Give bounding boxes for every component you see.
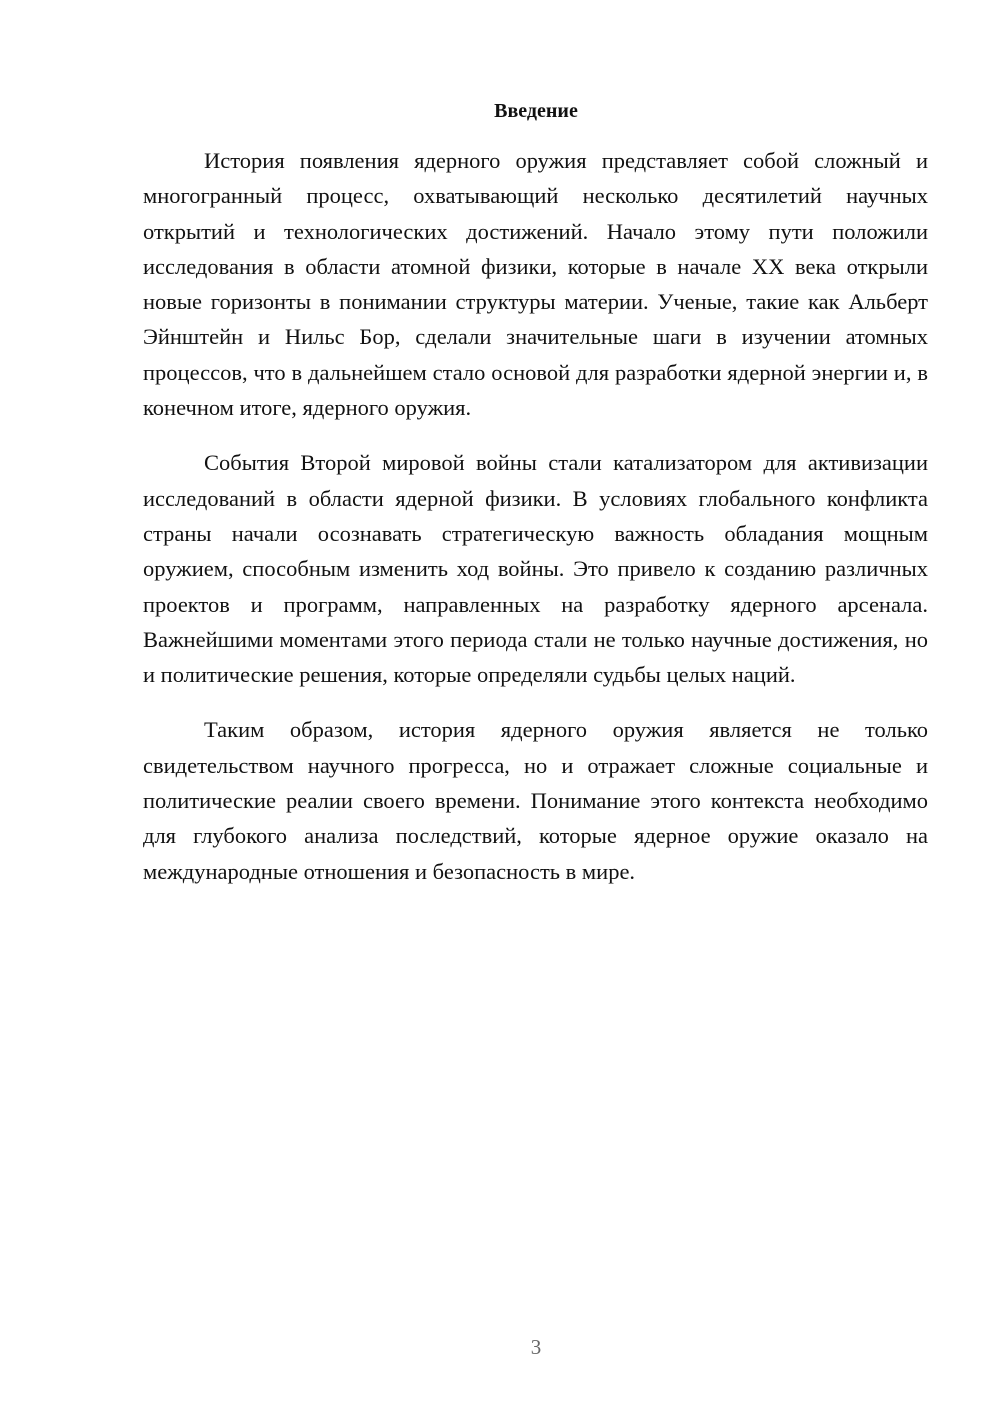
section-heading: Введение [494,100,578,122]
paragraph-1: История появления ядерного оружия представляет собой сложный и многогранный процесс, охватывающий несколько десятилетий научных открытий и технологических достижений. Начало этому пути положили исследования в области атомной физики, которые в начале XX века открыли новые горизонты в понимании структуры материи. Ученые, такие как Альберт Эйнштейн и Нильс Бор, сделали значительные шаги в изучении атомных процессов, что в дальнейшем стало основой для разработки ядерной энергии и, в конечном итоге, ядерного оружия. [143,148,928,421]
paragraph-2: События Второй мировой войны стали катализатором для активизации исследований в области ядерной физики. В условиях глобального конфликта страны начали осознавать стратегическую важность обладания мощным оружием, способным изменить ход войны. Это привело к созданию различных проектов и программ, направленных на разработку ядерного арсенала. Важнейшими моментами этого периода стали не только научные достижения, но и политические решения, которые определяли судьбы целых наций. [143,450,928,688]
body-text [143,143,928,909]
paragraph-3: Таким образом, история ядерного оружия является не только свидетельством научного прогресса, но и отражает сложные социальные и политические реалии своего времени. Понимание этого контекста необходимо для глубокого анализа последствий, которые ядерное оружие оказало на международные отношения и безопасность в мире. [143,717,928,884]
page-number: 3 [530,1335,542,1359]
